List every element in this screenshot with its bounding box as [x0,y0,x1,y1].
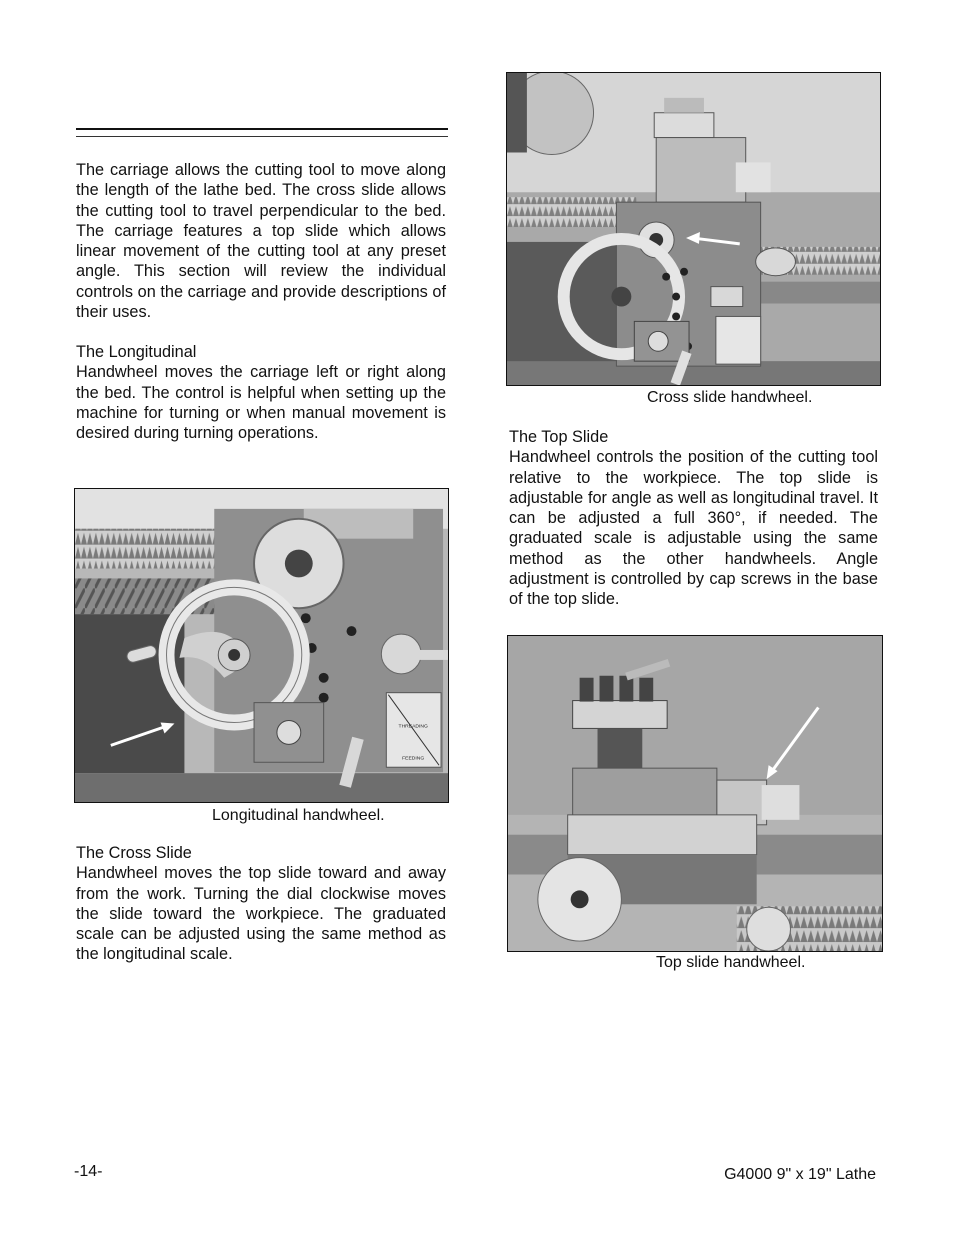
longitudinal-body: Handwheel moves the carriage left or right along the bed. The control is helpful when setting up the machine for turning or when manual movement is desired during turning operations. [76,363,446,443]
top-slide-handwheel-paragraph [509,427,878,610]
plate-threading-text: THREADING [398,724,428,730]
longitudinal-handwheel-paragraph [76,342,446,443]
carriage-intro-paragraph: The carriage allows the cutting tool to move along the length of the lathe bed. The cross slide allows the cutting tool to travel perpendicular to the bed. The carriage features a top slide which allows linear movement of the cutting tool at any preset angle. This section will review the individual controls on the carriage and provide descriptions of their uses. [76,161,446,322]
longitudinal-lead: The Longitudinal [76,343,197,361]
cross-slide-handwheel-photo [506,72,881,386]
cross-slide-body: Handwheel moves the top slide toward and away from the work. Turning the dial clockwise moves the slide toward the workpiece. The graduated scale can be adjusted using the same method as the longitudinal scale. [76,864,446,964]
footer-model: G4000 9" x 19" Lathe [724,1166,876,1183]
page-number: -14- [74,1163,103,1180]
top-slide-body: Handwheel controls the position of the cutting tool relative to the workpiece. The top slide is adjustable for angle as well as longitudinal travel. It can be adjusted a full 360°, if needed. The graduated scale is adjustable using the same method as the other handwheels. Angle adjustment is controlled by cap screws in the base of the top slide. [509,448,878,609]
section-header-rule [76,128,448,130]
cross-slide-lead: The Cross Slide [76,844,192,862]
figure2-caption: Cross slide handwheel. [647,389,813,406]
top-slide-handwheel-photo [507,635,883,952]
cross-slide-handwheel-paragraph [76,843,446,965]
plate-feeding-text: FEEDING [402,756,425,762]
top-slide-lead: The Top Slide [509,428,609,446]
figure3-caption: Top slide handwheel. [656,954,806,971]
section-header-rule-lower [76,136,448,137]
longitudinal-handwheel-photo [74,488,449,803]
figure1-caption: Longitudinal handwheel. [212,807,385,824]
